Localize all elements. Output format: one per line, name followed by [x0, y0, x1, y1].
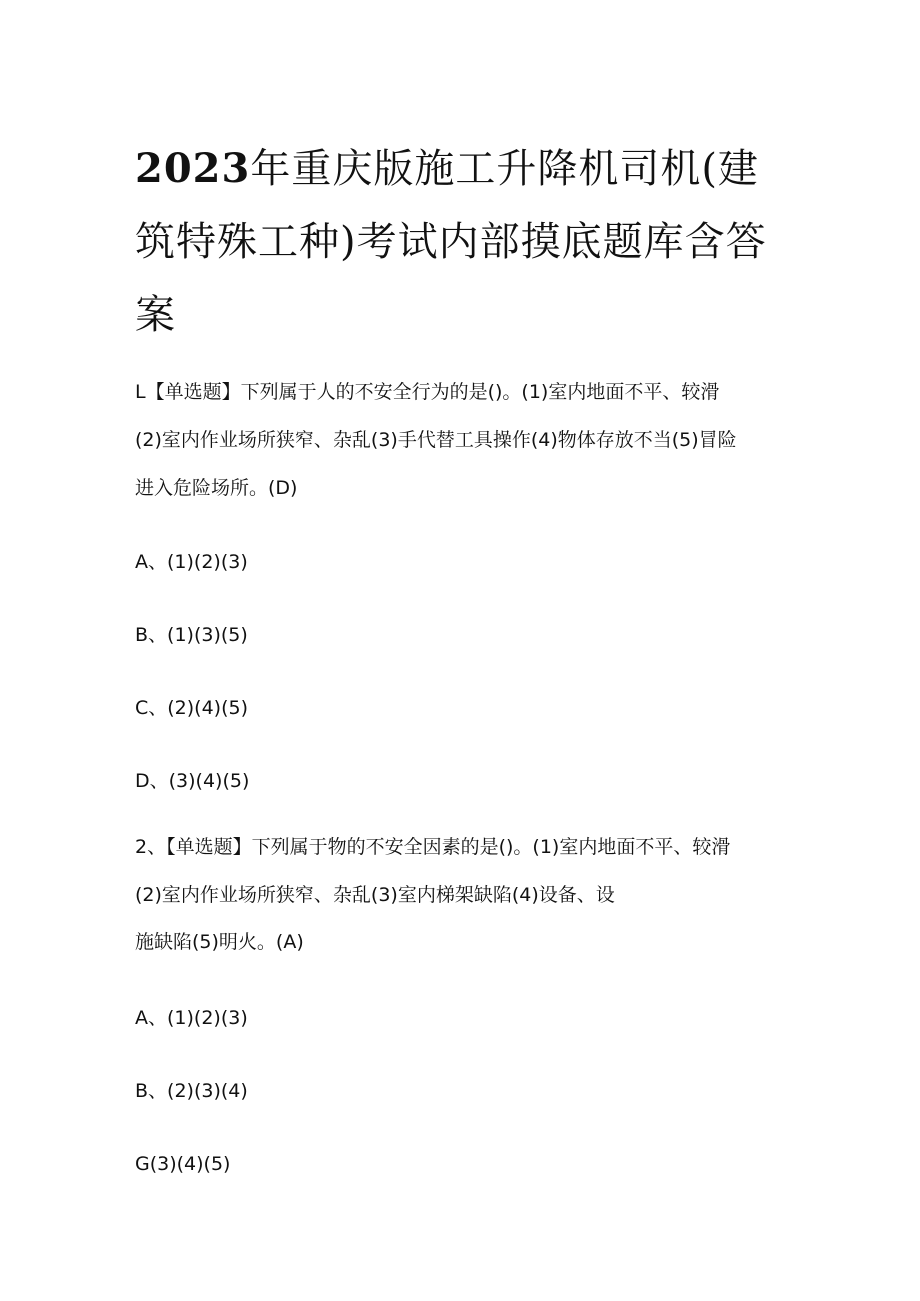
- question-1-line-1: L【单选题】下列属于人的不安全行为的是()。(1)室内地面不平、较滑: [135, 381, 720, 403]
- question-2-line-1: 2、【单选题】下列属于物的不安全因素的是()。(1)室内地面不平、较滑: [135, 836, 731, 858]
- question-2-line-3: 施缺陷(5)明火。(A): [135, 931, 304, 953]
- question-1-line-2: (2)室内作业场所狭窄、杂乱(3)手代替工具操作(4)物体存放不当(5)冒险: [135, 429, 737, 451]
- question-2-option-a: A、(1)(2)(3): [135, 1007, 248, 1029]
- document-title: [135, 132, 795, 352]
- title-text: 年重庆版施工升降机司机(建筑特殊工种)考试内部摸底题库含答案: [135, 146, 767, 338]
- question-2-line-2: (2)室内作业场所狭窄、杂乱(3)室内梯架缺陷(4)设备、设: [135, 884, 615, 906]
- question-2-option-c: G(3)(4)(5): [135, 1153, 231, 1175]
- question-1-option-a: A、(1)(2)(3): [135, 551, 248, 573]
- question-1-line-3: 进入危险场所。(D): [135, 477, 298, 499]
- question-1-option-c: C、(2)(4)(5): [135, 697, 249, 719]
- question-1-option-d: D、(3)(4)(5): [135, 770, 250, 792]
- title-year: 2023: [135, 145, 251, 192]
- question-2-option-b: B、(2)(3)(4): [135, 1080, 248, 1102]
- question-1-option-b: B、(1)(3)(5): [135, 624, 248, 646]
